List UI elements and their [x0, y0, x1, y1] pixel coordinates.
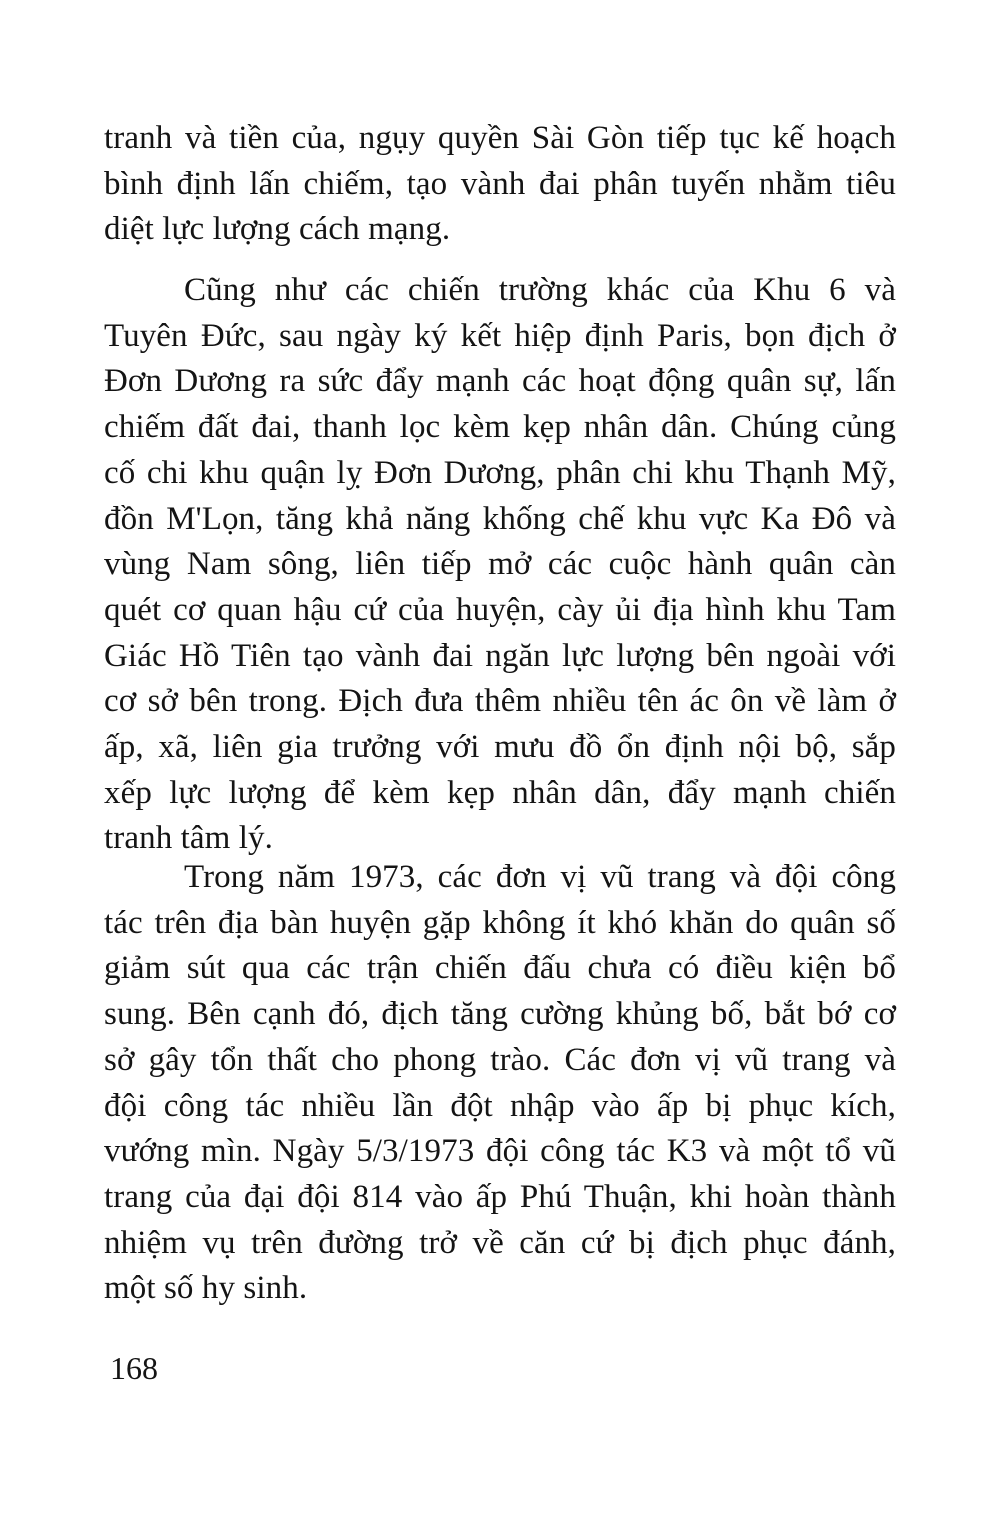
text-line: quét cơ quan hậu cứ của huyện, cày ủi địa hình khu Tam: [104, 591, 896, 628]
text-line: giảm sút qua các trận chiến đấu chưa có điều kiện bổ: [104, 950, 896, 987]
text-line: cơ sở bên trong. Địch đưa thêm nhiều tên ác ôn về làm ở: [104, 683, 896, 720]
paragraph-3: [104, 855, 896, 1312]
text-line: Giác Hồ Tiên tạo vành đai ngăn lực lượng bên ngoài với: [104, 637, 896, 674]
text-line: tác trên địa bàn huyện gặp không ít khó khăn do quân số: [104, 904, 896, 941]
text-line: đội công tác nhiều lần đột nhập vào ấp bị phục kích,: [104, 1087, 896, 1124]
text-line: sở gây tổn thất cho phong trào. Các đơn vị vũ trang và: [104, 1041, 896, 1078]
text-line: ấp, xã, liên gia trưởng với mưu đồ ổn định nội bộ, sắp: [104, 729, 896, 766]
text-line: tranh và tiền của, ngụy quyền Sài Gòn tiếp tục kế hoạch: [104, 120, 896, 156]
text-line: chiếm đất đai, thanh lọc kèm kẹp nhân dân. Chúng củng: [104, 409, 896, 446]
text-line: sung. Bên cạnh đó, địch tăng cường khủng bố, bắt bớ cơ: [104, 996, 896, 1033]
text-line: tranh tâm lý.: [104, 820, 274, 857]
text-line: xếp lực lượng để kèm kẹp nhân dân, đẩy mạnh chiến: [104, 774, 896, 811]
text-line: Cũng như các chiến trường khác của Khu 6 và: [184, 272, 896, 308]
text-line: một số hy sinh.: [104, 1270, 308, 1307]
text-line: trang của đại đội 814 vào ấp Phú Thuận, khi hoàn thành: [104, 1178, 896, 1215]
paragraph-2: [104, 268, 896, 862]
text-line: nhiệm vụ trên đường trở về căn cứ bị địch phục đánh,: [104, 1224, 896, 1261]
text-line: cố chi khu quận lỵ Đơn Dương, phân chi khu Thạnh Mỹ,: [104, 454, 896, 491]
text-line: Đơn Dương ra sức đẩy mạnh các hoạt động quân sự, lấn: [104, 363, 896, 400]
text-line: Tuyên Đức, sau ngày ký kết hiệp định Paris, bọn địch ở: [104, 317, 896, 354]
paragraph-1: [104, 116, 896, 253]
text-line: đồn M'Lọn, tăng khả năng khống chế khu vực Ka Đô và: [104, 500, 896, 537]
text-line: Trong năm 1973, các đơn vị vũ trang và đội công: [184, 859, 896, 895]
text-line: bình định lấn chiếm, tạo vành đai phân tuyến nhằm tiêu: [104, 165, 896, 202]
text-line: diệt lực lượng cách mạng.: [104, 211, 451, 248]
page-number: 168: [110, 1350, 158, 1386]
text-line: vướng mìn. Ngày 5/3/1973 đội công tác K3 và một tổ vũ: [104, 1133, 896, 1170]
text-line: vùng Nam sông, liên tiếp mở các cuộc hành quân càn: [104, 546, 896, 583]
